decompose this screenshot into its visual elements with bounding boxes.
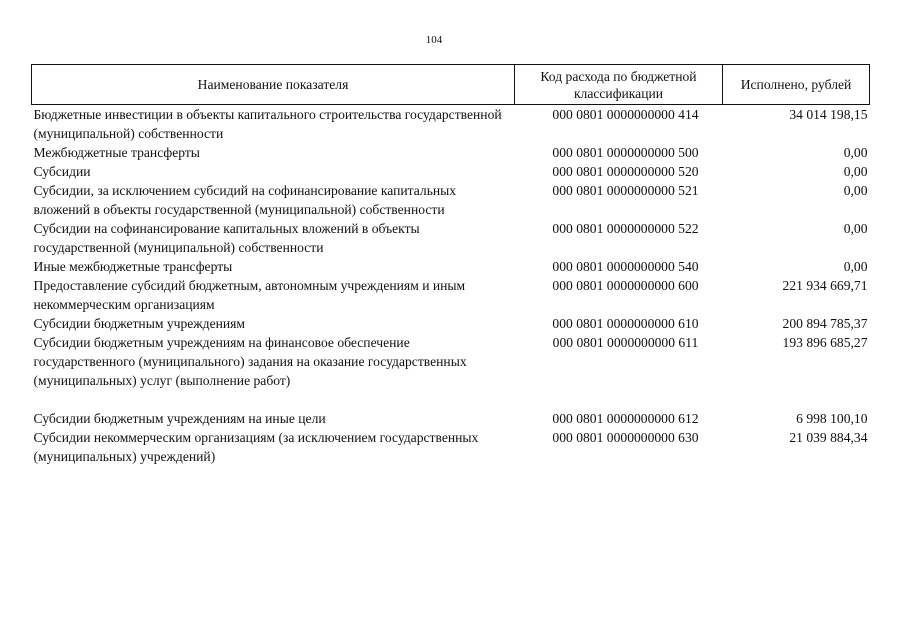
row-value: 6 998 100,10 <box>796 411 868 426</box>
row-name: Субсидии некоммерческим организациям (за исключением государственных (муниципальных) учреждений) <box>33 430 479 464</box>
row-value: 0,00 <box>843 183 868 198</box>
row-value: 221 934 669,71 <box>782 278 868 293</box>
table-row <box>32 333 870 409</box>
table-row <box>32 257 870 276</box>
row-code: 000 0801 0000000000 414 <box>552 107 699 122</box>
row-name: Субсидии <box>33 164 91 179</box>
row-code: 000 0801 0000000000 610 <box>552 316 699 331</box>
row-value: 200 894 785,37 <box>782 316 868 331</box>
row-value: 0,00 <box>843 221 868 236</box>
table-row <box>32 409 870 428</box>
header-indicator-name: Наименование показателя <box>32 65 515 105</box>
table-row <box>32 219 870 257</box>
row-code: 000 0801 0000000000 500 <box>552 145 699 160</box>
row-name: Субсидии бюджетным учреждениям <box>33 316 246 331</box>
row-code: 000 0801 0000000000 520 <box>552 164 699 179</box>
row-code: 000 0801 0000000000 521 <box>552 183 699 198</box>
table-row <box>32 105 870 144</box>
table-row <box>32 314 870 333</box>
row-value: 21 039 884,34 <box>789 430 868 445</box>
budget-execution-table <box>31 64 870 466</box>
row-code: 000 0801 0000000000 630 <box>552 430 699 445</box>
row-name: Иные межбюджетные трансферты <box>33 259 233 274</box>
page-number: 104 <box>425 34 443 46</box>
row-name: Субсидии на софинансирование капитальных вложений в объекты государственной (муниципальной) собственности <box>33 221 420 255</box>
row-code: 000 0801 0000000000 522 <box>552 221 699 236</box>
row-name: Субсидии бюджетным учреждениям на иные цели <box>33 411 326 426</box>
table-row <box>32 276 870 314</box>
row-code: 000 0801 0000000000 611 <box>552 335 699 350</box>
table-row <box>32 428 870 466</box>
row-name: Субсидии, за исключением субсидий на софинансирование капитальных вложений в объекты государственной (муниципальной) собственности <box>33 183 457 217</box>
header-executed-amount: Исполнено, рублей <box>723 65 870 105</box>
row-value: 0,00 <box>843 145 868 160</box>
row-name: Бюджетные инвестиции в объекты капитального строительства государственной (муниципальной) собственности <box>33 107 502 141</box>
header-budget-code: Код расхода по бюджетной классификации <box>515 65 723 105</box>
row-name: Предоставление субсидий бюджетным, автономным учреждениям и иным некоммерческим организациям <box>33 278 466 312</box>
row-value: 0,00 <box>843 164 868 179</box>
row-name: Субсидии бюджетным учреждениям на финансовое обеспечение государственного (муниципального) задания на оказание государственных (муниципальных) услуг (выполнение работ) <box>33 335 467 388</box>
table-header-row <box>32 65 870 105</box>
table-row <box>32 162 870 181</box>
row-value: 193 896 685,27 <box>782 335 868 350</box>
row-name: Межбюджетные трансферты <box>33 145 200 160</box>
row-code: 000 0801 0000000000 612 <box>552 411 699 426</box>
table-row <box>32 181 870 219</box>
row-value: 0,00 <box>843 259 868 274</box>
row-code: 000 0801 0000000000 600 <box>552 278 699 293</box>
table-row <box>32 143 870 162</box>
row-code: 000 0801 0000000000 540 <box>552 259 699 274</box>
row-value: 34 014 198,15 <box>789 107 868 122</box>
